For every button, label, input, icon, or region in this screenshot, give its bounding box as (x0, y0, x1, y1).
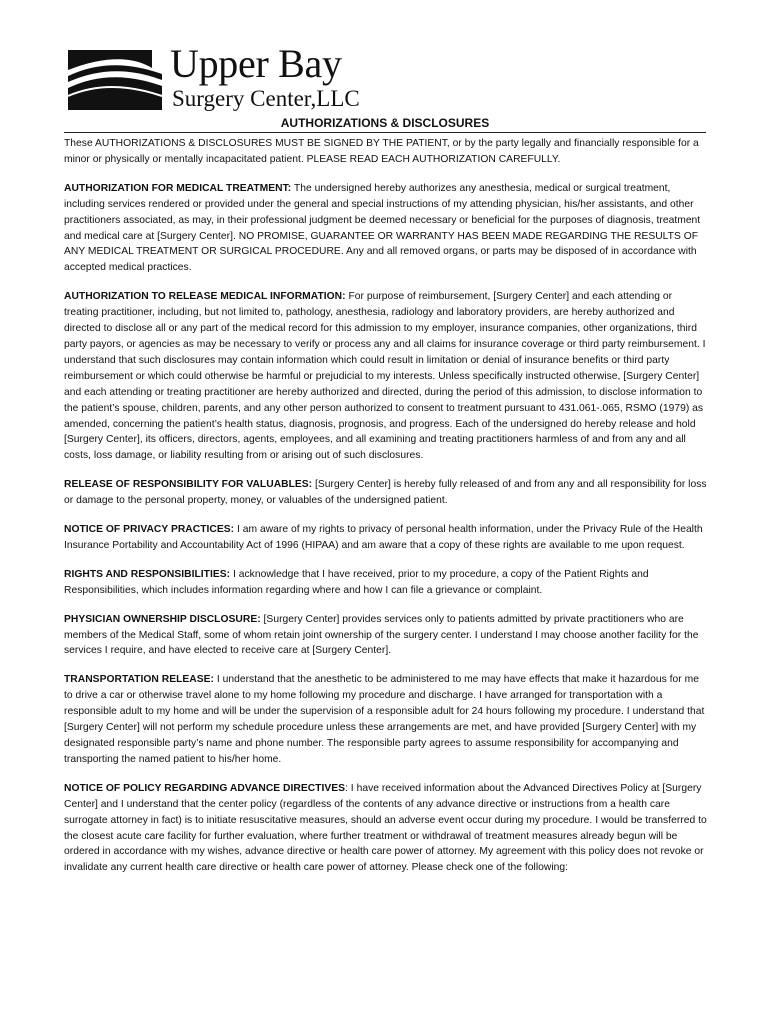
section-heading: PHYSICIAN OWNERSHIP DISCLOSURE: (64, 613, 261, 625)
wave-logo-icon (66, 46, 164, 112)
section-physician-ownership (64, 612, 709, 660)
section-medical-treatment (64, 181, 709, 276)
title-divider (64, 132, 706, 133)
section-text: [Surgery Center] is hereby fully released of and from any and all responsibility for loss or damage to the personal property, money, or valuables of the undersigned patient. (64, 479, 707, 507)
section-heading: RELEASE OF RESPONSIBILITY FOR VALUABLES: (64, 479, 313, 491)
document-body (64, 136, 709, 876)
section-heading: AUTHORIZATION FOR MEDICAL TREATMENT: (64, 182, 292, 194)
section-heading: TRANSPORTATION RELEASE: (64, 674, 214, 686)
section-privacy-practices (64, 522, 709, 554)
section-text: I acknowledge that I have received, prior to my procedure, a copy of the Patient Rights and Responsibilities, which includes information regarding where and how I can file a grievance or complaint. (64, 568, 649, 596)
section-rights-responsibilities (64, 567, 709, 599)
section-transportation-release (64, 672, 709, 767)
section-heading: NOTICE OF POLICY REGARDING ADVANCE DIRECTIVES (64, 782, 346, 794)
section-heading: NOTICE OF PRIVACY PRACTICES: (64, 524, 235, 536)
logo-name: Upper Bay (170, 41, 342, 86)
section-heading: AUTHORIZATION TO RELEASE MEDICAL INFORMATION: (64, 291, 346, 303)
section-heading: RIGHTS AND RESPONSIBILITIES: (64, 568, 231, 580)
document-title: AUTHORIZATIONS & DISCLOSURES (280, 116, 490, 130)
section-release-valuables (64, 477, 709, 509)
section-text: [Surgery Center] provides services only to patients admitted by private practitioners who are members of the Medical Staff, some of whom retain joint ownership of the surgery center. I understand I may choose another facility for the services I require, and have elected to receive care at [Surgery Center]. (64, 613, 699, 657)
logo-subtitle: Surgery Center,LLC (172, 86, 360, 111)
section-text: For purpose of reimbursement, [Surgery Center] and each attending or treating practitioner, including, but not limited to, pathology, anesthesia, radiology and laboratory providers, are hereby authorized and directed to disclose all or any part of the medical record for this admission to my employer, insurance companies, other organizations, third party payors, or agencies as may be necessary to verify or process any and all claims for insurance coverage or third party reimbursement. I understand that such disclosures may contain information which could result in limitation or denial of insurance benefits or third party reimbursement or which could otherwise be harmful or prejudicial to my interests. Unless specifically instructed otherwise, [Surgery Center] and each attending or treating practitioner are hereby authorized and directed, during the period of this admission, to disclose information to the patient’s spouse, children, parents, and any other person authorized to consent to treatment pursuant to 431.061-.065, RSMO (1979) as amended, concerning the patient’s health status, diagnosis, prognosis, and progress. Each of the undersigned do hereby release and hold [Surgery Center], its officers, directors, agents, employees, and all examining and treating practitioners harmless of and from any and all costs, loss damage, or liability resulting from or arising out of such disclosures. (64, 291, 706, 462)
section-text: I understand that the anesthetic to be administered to me may have effects that make it hazardous for me to drive a car or otherwise travel alone to my home following my procedure and discharge. I have arranged for transportation with a responsible adult to my home and will be under the supervision of a responsible adult for 24 hours following my procedure. I understand that [Surgery Center] will not perform my schedule procedure unless these arrangements are met, and have provided [Surgery Center] with my designated responsible party’s name and phone number. The responsible party agrees to assume responsibility for accompanying and transporting the named patient to his/her home. (64, 674, 705, 765)
section-release-medical-information (64, 289, 709, 464)
section-text: : I have received information about the Advanced Directives Policy at [Surgery Center] and I understand that the center policy (regardless of the contents of any advance directive or instructions from a health care surrogate attorney in fact) is to initiate resuscitative measures, should an adverse event occur during my procedure. I would be transferred to the closest acute care facility for further evaluation, where further treatment or withdrawal of treatment measures already begun will be ordered in accordance with my wishes, advance directive or health care power of attorney. My agreement with this policy does not revoke or invalidate any current health care directive or health care power of attorney. Please check one of the following: (64, 782, 707, 874)
section-advance-directives (64, 781, 709, 876)
intro-paragraph: These AUTHORIZATIONS & DISCLOSURES MUST BE SIGNED BY THE PATIENT, or by the party legally and financially responsible for a minor or physically or mentally incapacitated patient. PLEASE READ EACH AUTHORIZATION CAREFULLY. (64, 138, 699, 165)
section-text: I am aware of my rights to privacy of personal health information, under the Privacy Rule of the Health Insurance Portability and Accountability Act of 1996 (HIPAA) and am aware that a copy of these rights are available to me upon request. (64, 524, 703, 551)
company-logo (66, 41, 366, 116)
section-text: The undersigned hereby authorizes any anesthesia, medical or surgical treatment, including services rendered or provided under the general and special instructions of my attending physician, his/her assistants, and other practitioners associated, as may, in their professional judgment be deemed necessary or beneficial for the purposes of diagnosis, treatment and medical care at [Surgery Center]. NO PROMISE, GUARANTEE OR WARRANTY HAS BEEN MADE REGARDING THE RESULTS OF ANY MEDICAL TREATMENT OR SURGICAL PROCEDURE. Any and all removed organs, or parts may be disposed of in accordance with accepted medical practices. (64, 182, 701, 274)
